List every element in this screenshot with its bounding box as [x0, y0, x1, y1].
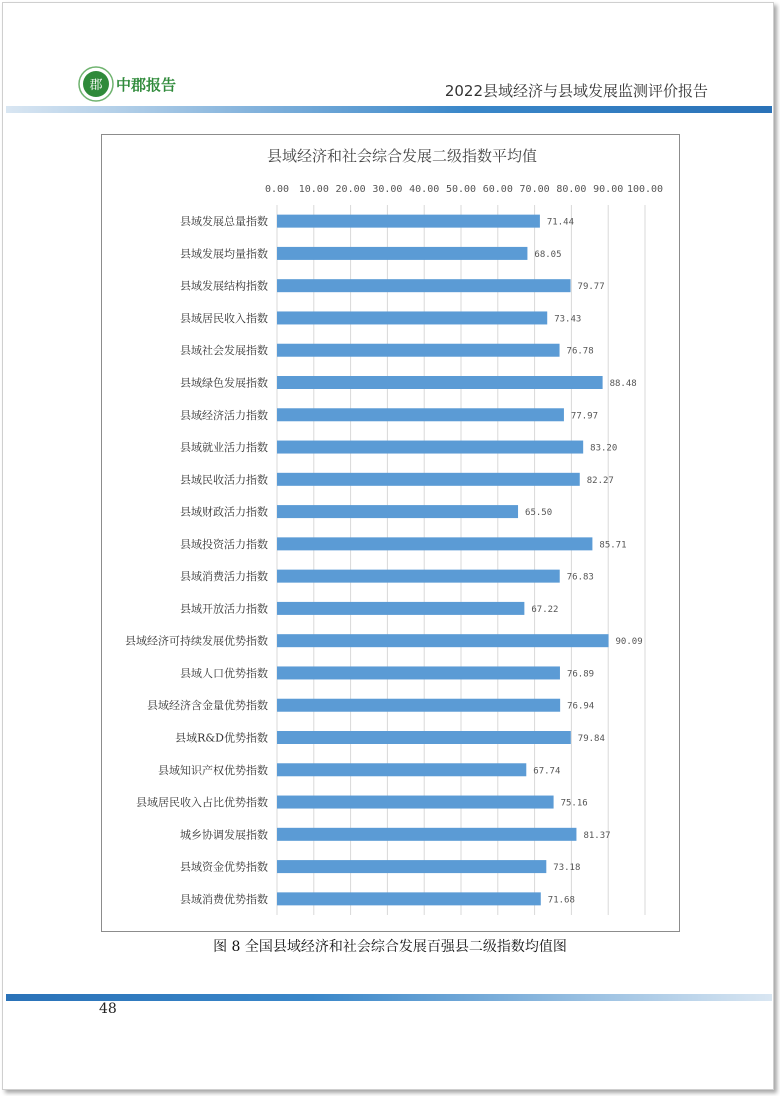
- category-label: 县域开放活力指数: [180, 602, 268, 616]
- value-label: 71.44: [546, 217, 574, 228]
- value-label: 76.78: [566, 346, 594, 357]
- x-tick-label: 60.00: [482, 184, 513, 195]
- x-tick-label: 40.00: [409, 184, 440, 195]
- bar: [277, 505, 518, 518]
- footer-divider: [6, 994, 772, 1001]
- value-label: 65.50: [525, 508, 553, 519]
- zhongjun-logo-icon: [78, 66, 114, 102]
- x-tick-label: 100.00: [626, 184, 664, 195]
- value-label: 81.37: [583, 830, 611, 841]
- bar: [277, 892, 541, 905]
- bar: [277, 215, 540, 228]
- value-label: 73.43: [554, 314, 582, 325]
- bar: [277, 376, 603, 389]
- category-label: 县域发展均量指数: [180, 247, 268, 261]
- category-labels: [125, 214, 268, 906]
- bar: [277, 279, 571, 292]
- x-tick-label: 50.00: [445, 184, 477, 195]
- x-tick-label: 30.00: [372, 184, 403, 195]
- category-label: 县域经济活力指数: [180, 408, 268, 422]
- bar: [277, 441, 583, 454]
- brand-name: 中郡报告: [116, 76, 177, 94]
- bar: [277, 570, 560, 583]
- category-label: 县域就业活力指数: [180, 441, 268, 455]
- value-label: 67.22: [531, 604, 559, 615]
- category-label: 县域居民收入指数: [180, 311, 268, 325]
- bar: [277, 731, 571, 744]
- bar: [277, 828, 576, 841]
- category-label: 县域社会发展指数: [180, 344, 268, 358]
- bar: [277, 344, 560, 357]
- chart-container: [101, 134, 680, 932]
- value-label: 76.94: [567, 701, 595, 712]
- category-label: 县域居民收入占比优势指数: [136, 796, 268, 810]
- value-label: 71.68: [547, 895, 575, 906]
- x-tick-label: 70.00: [519, 184, 550, 195]
- category-label: 县域R&D优势指数: [175, 731, 268, 745]
- category-label: 县域经济可持续发展优势指数: [125, 634, 268, 648]
- document-title: 2022县域经济与县域发展监测评价报告: [444, 82, 708, 100]
- category-label: 县域消费活力指数: [180, 570, 268, 584]
- chart-title: 县域经济和社会综合发展二级指数平均值: [266, 147, 538, 165]
- value-label: 68.05: [534, 249, 562, 260]
- x-tick-label: 0.00: [264, 184, 290, 195]
- category-label: 县域投资活力指数: [180, 537, 268, 551]
- value-label: 67.74: [533, 766, 561, 777]
- value-label: 76.89: [566, 669, 595, 680]
- bar: [277, 537, 592, 550]
- bar: [277, 408, 564, 421]
- logo-glyph: 郡: [89, 78, 103, 93]
- value-label: 88.48: [609, 379, 637, 389]
- category-label: 县域财政活力指数: [180, 505, 268, 519]
- x-tick-label: 10.00: [298, 184, 329, 195]
- value-label: 76.83: [566, 572, 594, 583]
- bar: [277, 860, 546, 873]
- category-label: 县域人口优势指数: [180, 666, 268, 680]
- page-number: 48: [99, 1001, 117, 1017]
- category-label: 县域经济含金量优势指数: [147, 699, 268, 713]
- figure-caption: 图 8 全国县域经济和社会综合发展百强县二级指数均值图: [213, 939, 567, 955]
- x-tick-label: 20.00: [335, 184, 366, 195]
- category-label: 县域发展总量指数: [180, 215, 268, 229]
- value-label: 83.20: [590, 443, 618, 454]
- value-label: 79.77: [577, 282, 605, 293]
- category-label: 县域消费优势指数: [180, 892, 268, 906]
- category-label: 县域绿色发展指数: [180, 376, 268, 390]
- bar: [277, 473, 580, 486]
- category-label: 县域民收活力指数: [180, 473, 268, 487]
- bar: [277, 763, 526, 776]
- bar: [277, 247, 527, 260]
- bar: [277, 666, 560, 679]
- bar: [277, 699, 560, 712]
- bar: [277, 602, 524, 615]
- value-label: 82.27: [586, 475, 614, 486]
- value-label: 90.09: [615, 637, 643, 648]
- category-label: 城乡协调发展指数: [180, 828, 268, 842]
- value-label: 75.16: [560, 798, 588, 809]
- bar: [277, 796, 554, 809]
- x-tick-label: 90.00: [593, 184, 624, 195]
- bar: [277, 311, 547, 324]
- category-label: 县域知识产权优势指数: [158, 763, 268, 777]
- category-label: 县域资金优势指数: [180, 860, 268, 874]
- bar: [277, 634, 609, 647]
- x-tick-label: 80.00: [556, 184, 587, 195]
- value-label: 73.18: [553, 863, 581, 874]
- value-label: 85.71: [599, 540, 627, 551]
- value-label: 77.97: [570, 411, 599, 422]
- category-label: 县域发展结构指数: [180, 279, 268, 293]
- x-axis-ticks: [265, 184, 663, 195]
- header-divider: [6, 106, 772, 113]
- value-label: 79.84: [577, 734, 605, 744]
- bar-chart: [102, 135, 679, 931]
